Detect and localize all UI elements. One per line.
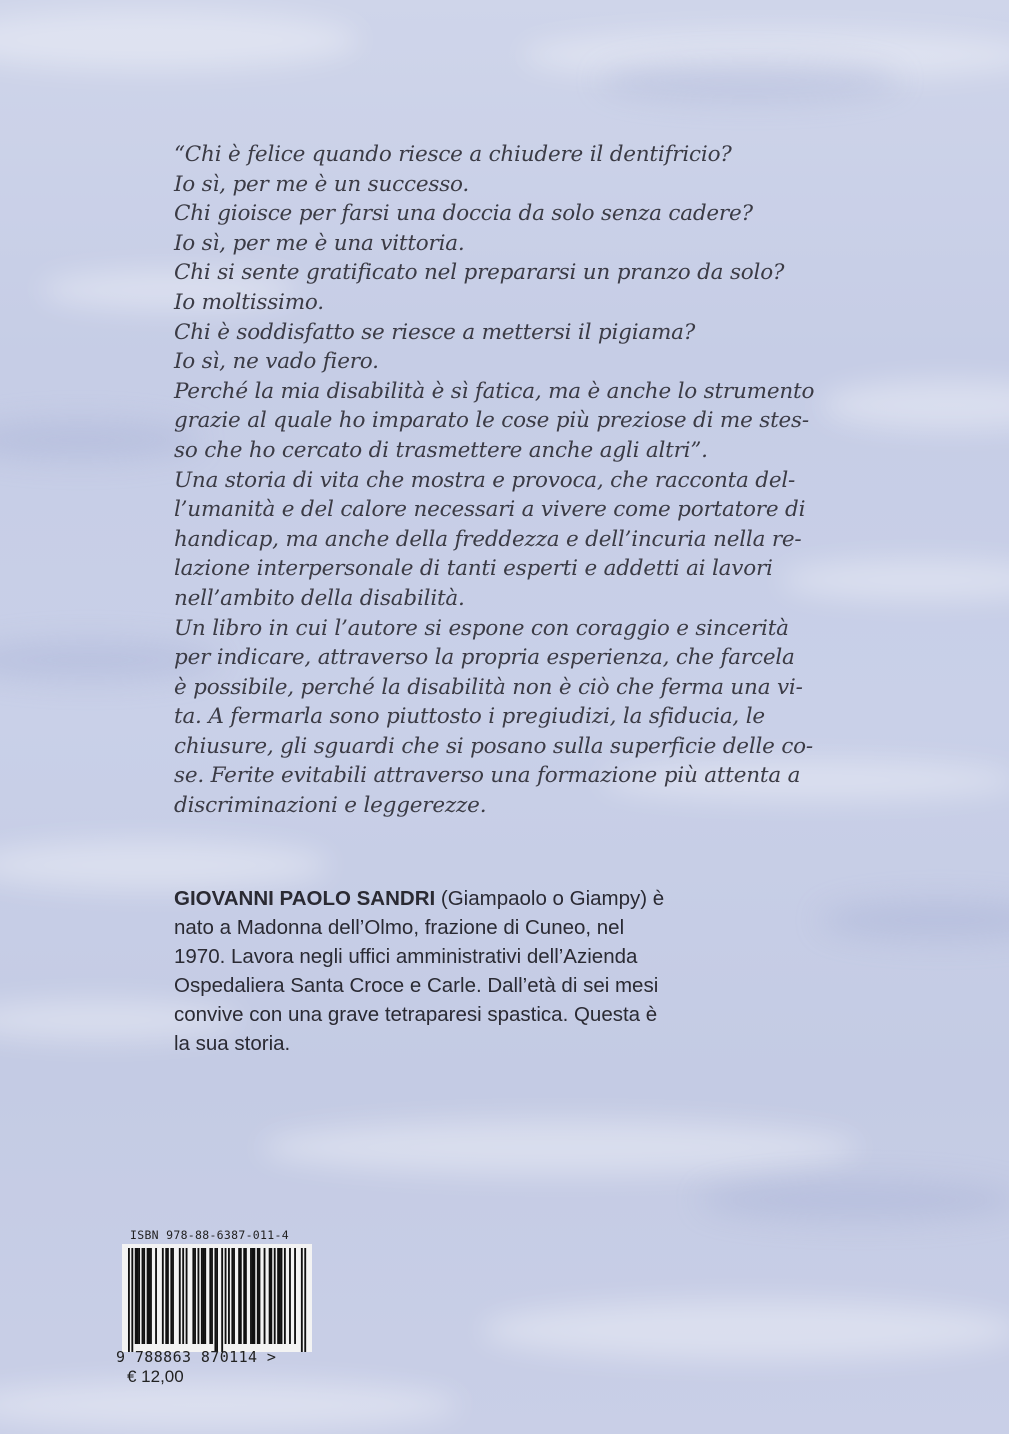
barcode-bar [194, 1248, 196, 1344]
blurb-line: Io sì, ne vado fiero. [174, 349, 379, 375]
blurb-line: Chi gioisce per farsi una doccia da solo senza cadere? [174, 201, 753, 227]
barcode-bar [182, 1248, 184, 1344]
barcode-bar [211, 1248, 213, 1344]
barcode-bar [264, 1248, 266, 1344]
barcode-bar [243, 1248, 245, 1344]
barcode-bar [147, 1248, 149, 1344]
blurb-line: Io moltissimo. [174, 289, 324, 315]
barcode-bar [279, 1248, 281, 1344]
blurb-text [174, 140, 815, 821]
blurb-line: grazie al quale ho imparato le cose più preziose di me stes- [174, 408, 809, 434]
barcode-bar [221, 1248, 223, 1352]
barcode-bar [231, 1248, 233, 1344]
barcode-bar [240, 1248, 242, 1344]
blurb-line: se. Ferite evitabili attraverso una formazione più attenta a [174, 763, 801, 789]
blurb-line: “Chi è felice quando riesce a chiudere il dentifricio? [174, 142, 732, 167]
barcode-bar [233, 1248, 235, 1344]
bio-line: convive con una grave tetraparesi spastica. Questa è [174, 1003, 658, 1026]
barcode-bar [216, 1248, 218, 1352]
barcode-bar [214, 1248, 216, 1352]
barcode-bar [250, 1248, 252, 1344]
barcode-digits: 9 788863 870114 > [116, 1348, 277, 1366]
cloud-streak [480, 1300, 1009, 1360]
barcode-bar [170, 1248, 172, 1344]
cloud-streak [0, 840, 330, 890]
blurb-line: ta. A fermarla sono piuttosto i pregiudizi, la sfiducia, le [174, 704, 765, 730]
barcode-bar [179, 1248, 181, 1344]
blurb-line: Chi è soddisfatto se riesce a mettersi il pigiama? [174, 319, 696, 345]
blurb-line: nell’ambito della disabilità. [174, 585, 465, 611]
barcode-bar [225, 1248, 227, 1344]
cloud-streak [820, 900, 1009, 940]
blurb-line: Io sì, per me è un successo. [174, 171, 470, 197]
bio-first-line [174, 884, 794, 913]
barcode-bar [277, 1248, 279, 1344]
barcode-bar [148, 1248, 150, 1344]
barcode-bar [165, 1248, 167, 1344]
bio-first-line-rest: (Giampaolo o Giampy) è [435, 887, 665, 910]
cloud-streak [700, 1180, 1009, 1220]
bio-line: 1970. Lavora negli uffici amministrativi dell’Azienda [174, 945, 638, 968]
blurb-line: lazione interpersonale di tanti esperti e addetti ai lavori [174, 556, 773, 582]
barcode-icon [122, 1244, 312, 1352]
bio-line: Ospedaliera Santa Croce e Carle. Dall’età di sei mesi [174, 974, 659, 997]
barcode-bar [289, 1248, 291, 1344]
blurb-line: per indicare, attraverso la propria esperienza, che farcela [174, 645, 795, 671]
barcode-bar [301, 1248, 303, 1352]
barcode-bar [238, 1248, 240, 1344]
author-name: GIOVANNI PAOLO SANDRI [174, 887, 436, 910]
blurb-line: è possibile, perché la disabilità non è ciò che ferma una vi- [174, 674, 803, 700]
barcode-bar [192, 1248, 194, 1344]
author-bio [174, 884, 794, 1058]
blurb-line: so che ho cercato di trasmettere anche agli altri”. [174, 437, 708, 463]
blurb-line: Un libro in cui l’autore si espone con coraggio e sincerità [174, 615, 789, 641]
barcode-bar [155, 1248, 157, 1344]
barcode-bar [186, 1248, 188, 1344]
barcode-bar [135, 1248, 137, 1344]
barcode-bar [294, 1248, 296, 1344]
barcode-block [116, 1228, 328, 1387]
barcode-bar [136, 1248, 138, 1344]
barcode-bar [252, 1248, 254, 1344]
barcode-bar [284, 1248, 286, 1344]
blurb-line: l’umanità e del calore necessari a vivere come portatore di [174, 497, 806, 523]
barcode-bar [274, 1248, 276, 1344]
barcode-bar [204, 1248, 206, 1344]
barcode-bar [209, 1248, 211, 1344]
bio-line: nato a Madonna dell’Olmo, frazione di Cuneo, nel [174, 916, 625, 939]
barcode-bar [172, 1248, 174, 1344]
blurb-line: Io sì, per me è una vittoria. [174, 230, 465, 256]
cloud-streak [0, 1380, 460, 1430]
cloud-streak [780, 560, 1009, 600]
blurb-line: handicap, ma anche della freddezza e dell’incuria nella re- [174, 526, 802, 552]
cloud-streak [820, 380, 1009, 430]
barcode-bar [203, 1248, 205, 1344]
barcode-bar [143, 1248, 145, 1344]
cloud-streak [260, 1120, 860, 1175]
barcode-bar [228, 1248, 230, 1344]
barcode-bar [270, 1248, 272, 1344]
blurb-line: Chi si sente gratificato nel prepararsi un pranzo da solo? [174, 260, 785, 286]
barcode-bar [142, 1248, 144, 1344]
price: € 12,00 [127, 1367, 184, 1386]
cloud-streak [0, 420, 200, 460]
barcode-bar [269, 1248, 271, 1344]
barcode-bar [128, 1248, 130, 1352]
barcode-bar [245, 1248, 247, 1344]
blurb-line: chiusure, gli sguardi che si posano sulla superficie delle co- [174, 733, 813, 759]
isbn-label: ISBN 978-88-6387-011-4 [130, 1228, 289, 1242]
barcode-bar [167, 1248, 169, 1344]
barcode-bar [198, 1248, 200, 1344]
barcode-bar [201, 1248, 203, 1344]
bio-line: la sua storia. [174, 1032, 291, 1055]
barcode-bar [253, 1248, 255, 1344]
cloud-streak [600, 60, 900, 100]
barcode-bar [131, 1248, 133, 1352]
barcode-bar [138, 1248, 140, 1344]
barcode-bar [304, 1248, 306, 1352]
barcode-bar [259, 1248, 261, 1344]
barcode-bar [162, 1248, 164, 1344]
blurb-line: Perché la mia disabilità è sì fatica, ma è anche lo strumento [174, 378, 815, 404]
barcode-bar [281, 1248, 283, 1344]
blurb-line: discriminazioni e leggerezze. [174, 793, 487, 819]
cloud-streak [0, 10, 360, 70]
blurb-line: Una storia di vita che mostra e provoca, che racconta del- [174, 467, 796, 493]
barcode-bar [257, 1248, 259, 1344]
barcode-bar [150, 1248, 152, 1344]
